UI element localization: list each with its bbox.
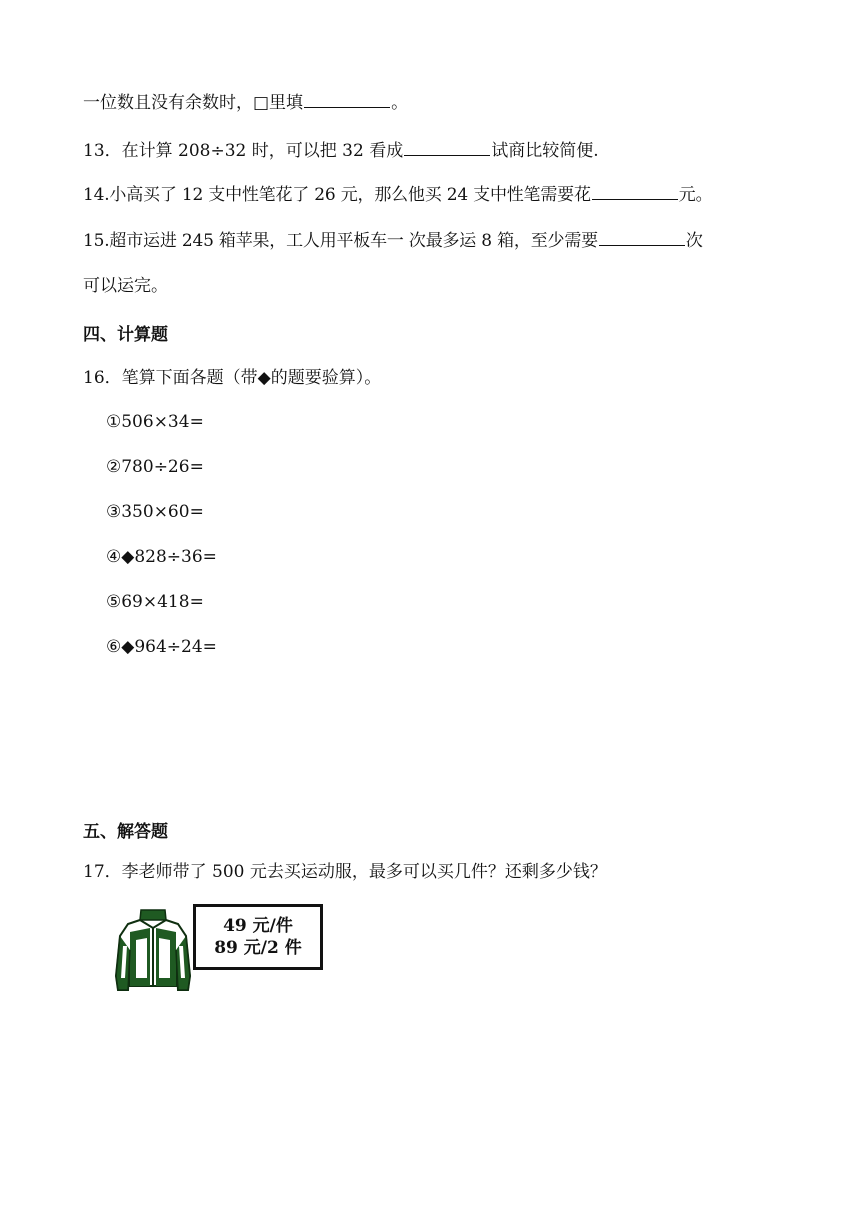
question-15-line2: 可以运完。 bbox=[83, 276, 168, 296]
price-box bbox=[193, 904, 323, 970]
jacket-icon bbox=[114, 906, 192, 994]
question-14 bbox=[83, 183, 712, 207]
price-pair: 89 元/2 件 bbox=[214, 938, 302, 958]
q13-end: 试商比较简便. bbox=[491, 141, 599, 161]
question-17-stem: 17．李老师带了 500 元去买运动服，最多可以买几件？还剩多少钱？ bbox=[83, 862, 607, 882]
q14-blank[interactable] bbox=[592, 183, 678, 200]
q16-item-2: ②780÷26= bbox=[106, 457, 204, 477]
question-15 bbox=[83, 229, 703, 253]
q12-blank[interactable] bbox=[304, 91, 390, 108]
q12-text: 一位数且没有余数时，□里填 bbox=[83, 93, 304, 113]
q13-blank[interactable] bbox=[404, 139, 490, 156]
q14-text: 14.小高买了 12 支中性笔花了 26 元，那么他买 24 支中性笔需要花 bbox=[83, 185, 591, 205]
section-4-title: 四、计算题 bbox=[83, 325, 168, 345]
q16-item-4: ④◆828÷36= bbox=[106, 547, 217, 567]
question-13 bbox=[83, 139, 599, 163]
q16-item-6: ⑥◆964÷24= bbox=[106, 637, 217, 657]
q14-end: 元。 bbox=[678, 185, 713, 205]
q16-item-1: ①506×34= bbox=[106, 412, 204, 432]
q12-end: 。 bbox=[391, 93, 409, 113]
q15-blank[interactable] bbox=[599, 229, 685, 246]
q16-item-3: ③350×60= bbox=[106, 502, 204, 522]
q16-item-5: ⑤69×418= bbox=[106, 592, 204, 612]
price-single: 49 元/件 bbox=[223, 916, 293, 936]
q12-tail bbox=[83, 91, 408, 115]
question-16-stem: 16．笔算下面各题（带◆的题要验算）。 bbox=[83, 368, 382, 388]
section-5-title: 五、解答题 bbox=[83, 822, 168, 842]
q15-text: 15.超市运进 245 箱苹果，工人用平板车一 次最多运 8 箱，至少需要 bbox=[83, 231, 598, 251]
q15-end: 次 bbox=[685, 231, 703, 251]
q13-text: 13．在计算 208÷32 时，可以把 32 看成 bbox=[83, 141, 404, 161]
